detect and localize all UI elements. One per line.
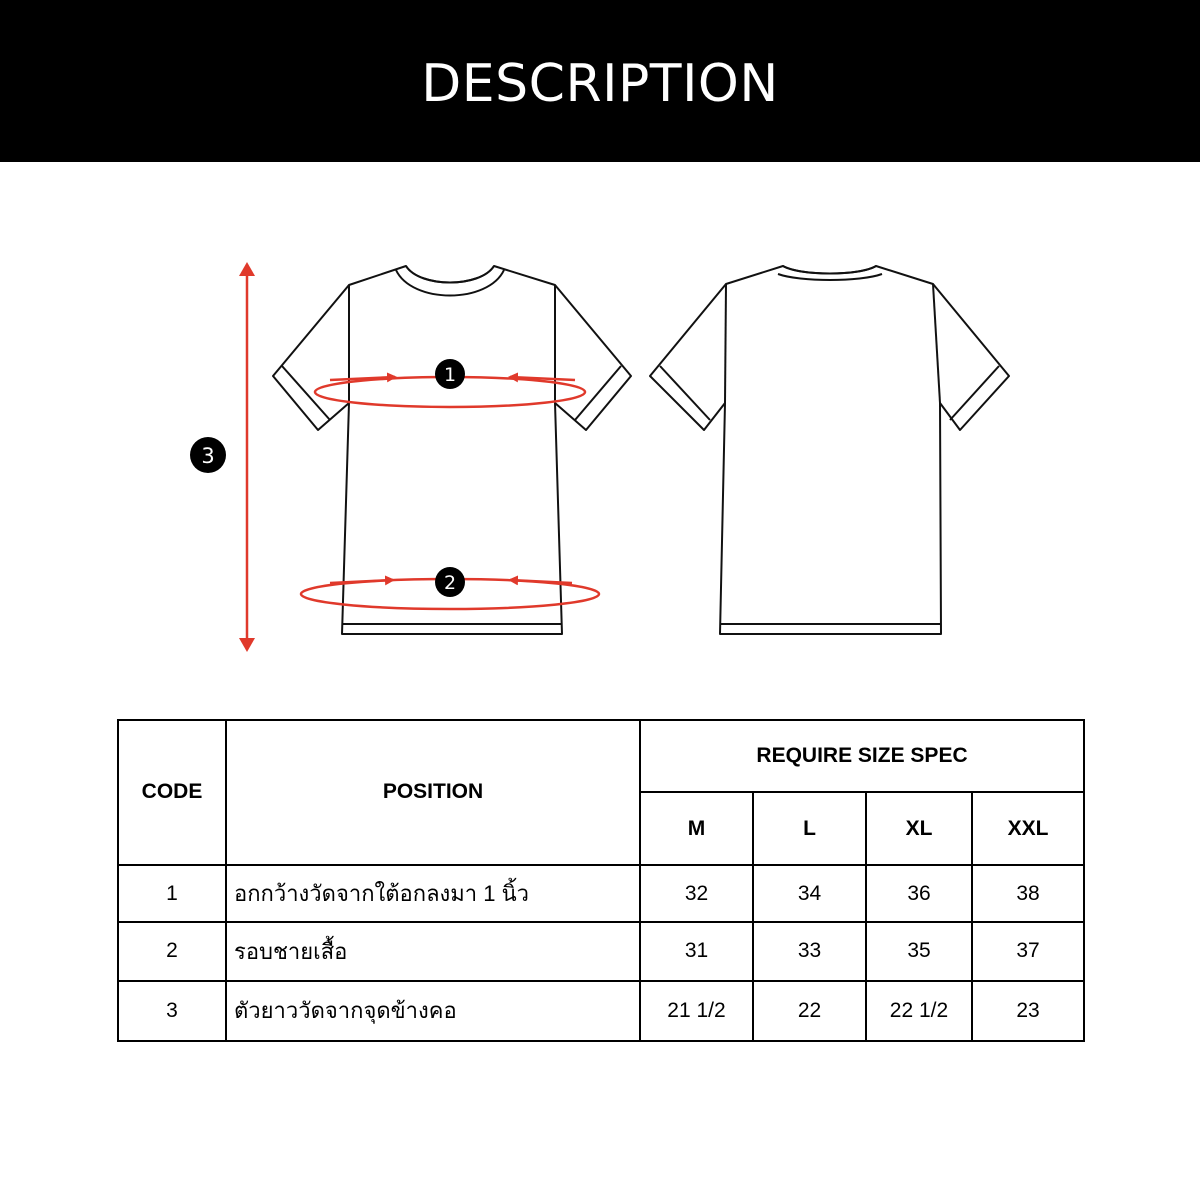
header-size-xl: XL: [866, 792, 972, 864]
cell-value-m: 32: [640, 865, 753, 922]
header-position: POSITION: [226, 720, 640, 865]
cell-value-m: 21 1/2: [640, 981, 753, 1041]
cell-value-xl: 35: [866, 922, 972, 980]
marker-3: [190, 437, 226, 473]
cell-value-m: 31: [640, 922, 753, 980]
marker-2: [435, 567, 465, 597]
marker-1: [435, 359, 465, 389]
diagram-svg: [0, 162, 1200, 702]
row-position: รอบชายเสื้อ: [226, 922, 640, 980]
marker-2-label: 2: [443, 572, 457, 594]
table-row: [118, 865, 1084, 922]
header-bar: [0, 0, 1200, 162]
header-size-xxl: XXL: [972, 792, 1084, 864]
header-size-spec: REQUIRE SIZE SPEC: [640, 720, 1084, 792]
row-code: 1: [118, 865, 226, 922]
cell-value-xxl: 38: [972, 865, 1084, 922]
row-position: ตัวยาววัดจากจุดข้างคอ: [226, 981, 640, 1041]
cell-value-l: 34: [753, 865, 866, 922]
marker-3-label: 3: [201, 444, 215, 468]
tshirt-back-icon: [650, 266, 1009, 634]
cell-value-xxl: 37: [972, 922, 1084, 980]
table-row: [118, 922, 1084, 980]
row-position: อกกว้างวัดจากใต้อกลงมา 1 นิ้ว: [226, 865, 640, 922]
table-row: [118, 981, 1084, 1041]
cell-value-l: 33: [753, 922, 866, 980]
page-title: DESCRIPTION: [421, 54, 779, 114]
length-measure-arrow: [239, 262, 255, 652]
header-size-m: M: [640, 792, 753, 864]
header-size-l: L: [753, 792, 866, 864]
cell-value-xl: 36: [866, 865, 972, 922]
marker-1-label: 1: [443, 364, 457, 386]
tshirt-diagram: [0, 162, 1200, 702]
row-code: 3: [118, 981, 226, 1041]
size-spec-table: [117, 719, 1085, 1042]
cell-value-xxl: 23: [972, 981, 1084, 1041]
cell-value-xl: 22 1/2: [866, 981, 972, 1041]
row-code: 2: [118, 922, 226, 980]
cell-value-l: 22: [753, 981, 866, 1041]
header-code: CODE: [118, 720, 226, 865]
